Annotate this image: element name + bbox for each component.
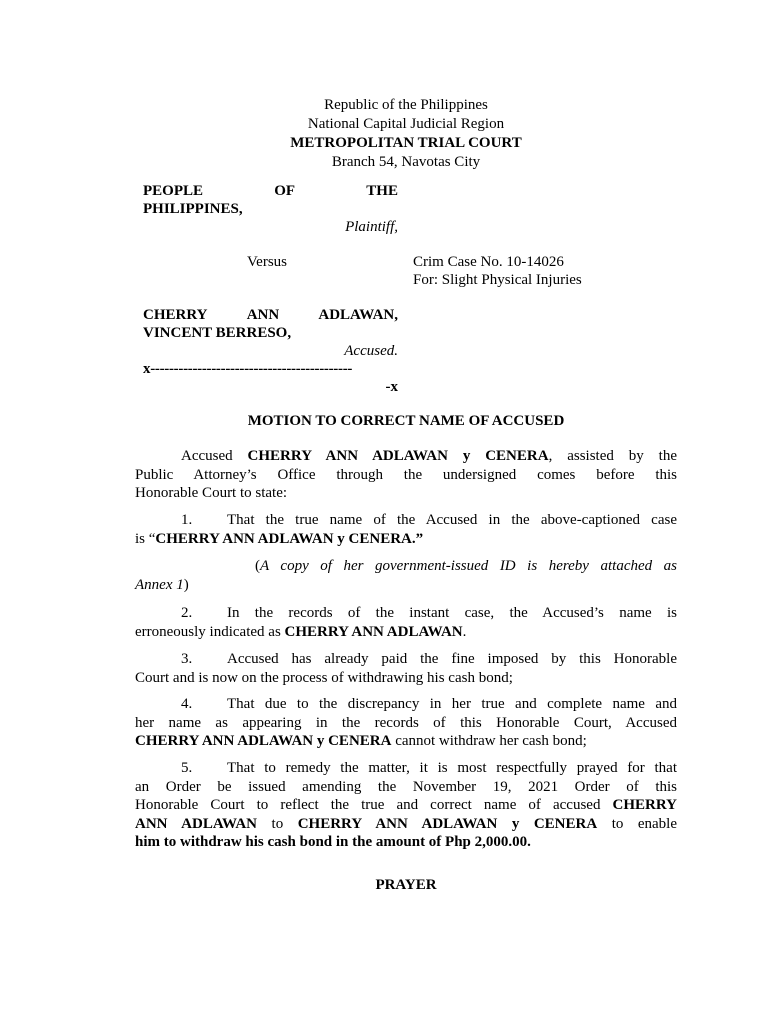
republic-line: Republic of the Philippines bbox=[324, 97, 488, 113]
note-line-1: (A copy of her government-issued ID is hereby attached as bbox=[255, 558, 677, 574]
region-line: National Capital Judicial Region bbox=[307, 116, 505, 132]
p4-line-2: her name as appearing in the records of this Honorable Court, Accused bbox=[135, 714, 677, 731]
p3-line-1: 3. Accused has already paid the fine imposed by this Honorable bbox=[181, 651, 677, 667]
paragraph-3 bbox=[135, 650, 677, 687]
versus-label: Versus bbox=[247, 254, 287, 270]
court-header bbox=[0, 96, 768, 172]
case-offense: For: Slight Physical Injuries bbox=[413, 272, 582, 288]
accused-role: Accused. bbox=[344, 343, 398, 359]
p2-line-2: erroneously indicated as CHERRY ANN ADLAWAN. bbox=[135, 623, 467, 640]
p1-line-1: 1. That the true name of the Accused in the above-captioned case bbox=[181, 512, 677, 528]
branch-line: Branch 54, Navotas City bbox=[331, 154, 481, 170]
paragraph-4 bbox=[135, 695, 677, 751]
accused-word-2: ANN bbox=[246, 307, 280, 323]
accused-line-1 bbox=[143, 306, 398, 325]
paragraph-1 bbox=[135, 511, 677, 548]
note-line-2: Annex 1) bbox=[135, 576, 189, 593]
motion-title: MOTION TO CORRECT NAME OF ACCUSED bbox=[247, 413, 565, 429]
accused-word-3: ADLAWAN, bbox=[318, 307, 398, 323]
plaintiff-line-1 bbox=[143, 182, 398, 201]
accused-word-1: CHERRY bbox=[143, 307, 208, 323]
intro-line-1: Accused CHERRY ANN ADLAWAN y CENERA, assisted by the bbox=[181, 448, 677, 464]
p5-line-1: 5. That to remedy the matter, it is most respectfully prayed for that bbox=[181, 760, 677, 776]
caption-divider: x------------------------------------------- bbox=[143, 361, 353, 377]
accused-line-2: VINCENT BERRESO, bbox=[143, 325, 292, 341]
paragraph-5 bbox=[135, 759, 677, 852]
plaintiff-word-3: THE bbox=[366, 183, 398, 199]
p1-line-2: is “CHERRY ANN ADLAWAN y CENERA.” bbox=[135, 530, 424, 547]
caption-divider-end: -x bbox=[385, 379, 398, 395]
p5-line-4: ANN ADLAWAN to CHERRY ANN ADLAWAN y CENERA to enable bbox=[135, 815, 678, 832]
plaintiff-word-1: PEOPLE bbox=[143, 183, 204, 199]
intro-line-2: Public Attorney’s Office through the undersigned comes before this bbox=[135, 466, 677, 483]
prayer-heading: PRAYER bbox=[375, 877, 437, 893]
p4-line-3: CHERRY ANN ADLAWAN y CENERA cannot withdraw her cash bond; bbox=[135, 733, 587, 749]
p5-line-3: Honorable Court to reflect the true and correct name of accused CHERRY bbox=[135, 797, 677, 813]
p4-line-1: 4. That due to the discrepancy in her true and complete name and bbox=[181, 696, 677, 712]
annex-note bbox=[135, 557, 677, 594]
court-name: METROPOLITAN TRIAL COURT bbox=[290, 135, 522, 151]
p5-line-2: an Order be issued amending the November 19, 2021 Order of this bbox=[135, 778, 677, 795]
paragraph-2 bbox=[135, 604, 677, 641]
p5-line-5: him to withdraw his cash bond in the amount of Php 2,000.00. bbox=[135, 834, 531, 850]
intro-line-3: Honorable Court to state: bbox=[135, 485, 288, 501]
plaintiff-word-2: OF bbox=[274, 183, 296, 199]
plaintiff-line-2: PHILIPPINES, bbox=[143, 201, 243, 217]
p3-line-2: Court and is now on the process of withdrawing his cash bond; bbox=[135, 669, 513, 686]
plaintiff-role: Plaintiff, bbox=[345, 219, 398, 235]
case-number: Crim Case No. 10-14026 bbox=[413, 254, 564, 270]
intro-paragraph bbox=[135, 447, 677, 503]
p2-line-1: 2. In the records of the instant case, the Accused’s name is bbox=[181, 605, 677, 621]
